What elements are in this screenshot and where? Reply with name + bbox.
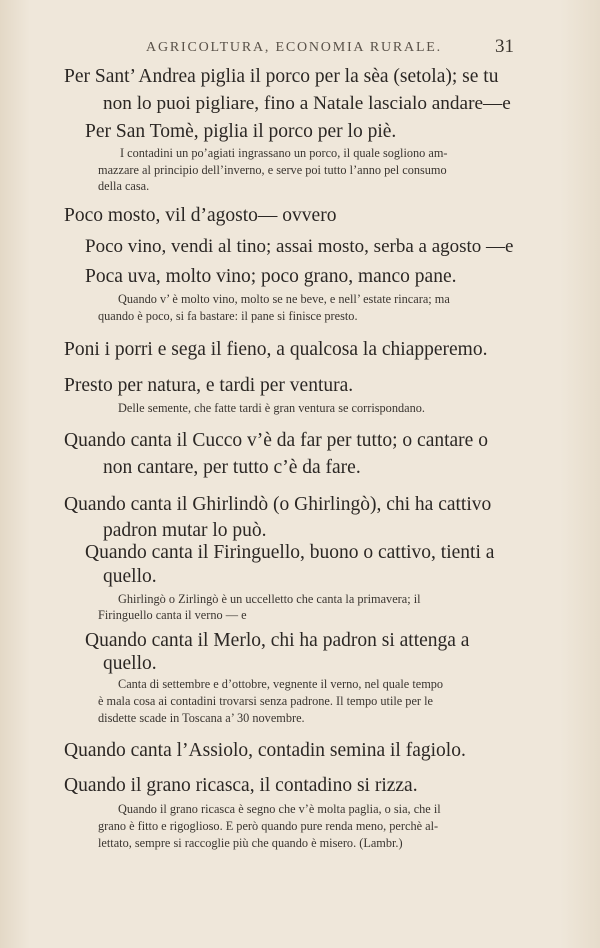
- commentary-line: Quando v’ è molto vino, molto se ne beve, e nell’ estate rincara; ma: [118, 292, 450, 306]
- proverb-line: Poco mosto, vil d’agosto— ovvero: [64, 205, 337, 226]
- proverb-line: Per Sant’ Andrea piglia il porco per la sèa (setola); se tu: [64, 66, 499, 87]
- proverb-line: Quando canta il Merlo, chi ha padron si attenga a: [85, 630, 470, 651]
- commentary-line: è mala cosa ai contadini trovarsi senza padrone. Il tempo utile per le: [98, 694, 433, 708]
- commentary-line: Quando il grano ricasca è segno che v’è molta paglia, o sia, che il: [118, 802, 441, 816]
- proverb-line: Quando canta il Cucco v’è da far per tutto; o cantare o: [64, 430, 488, 451]
- proverb-line: non cantare, per tutto c’è da fare.: [103, 457, 361, 478]
- commentary-line: grano è fitto e rigoglioso. E però quando pure renda meno, perchè al-: [98, 819, 439, 833]
- commentary-line: Canta di settembre e d’ottobre, vegnente il verno, nel quale tempo: [118, 677, 444, 691]
- commentary-line: quando è poco, si fa bastare: il pane si finisce presto.: [98, 309, 358, 323]
- proverb-line: Poca uva, molto vino; poco grano, manco pane.: [85, 266, 457, 287]
- proverb-line: Quando canta l’Assiolo, contadin semina il fagiolo.: [64, 740, 466, 761]
- commentary-line: disdette scade in Toscana a’ 30 novembre.: [98, 711, 305, 725]
- commentary-line: Delle semente, che fatte tardi è gran ventura se corrispondano.: [118, 401, 425, 415]
- commentary-line: Firinguello canta il verno — e: [98, 608, 247, 622]
- proverb-line: quello.: [103, 653, 157, 674]
- proverb-line: Quando canta il Ghirlindò (o Ghirlingò), chi ha cattivo: [64, 494, 492, 515]
- proverb-line: non lo puoi pigliare, fino a Natale lascialo andare—e: [103, 93, 511, 114]
- page-number: 31: [495, 36, 514, 57]
- commentary-line: Ghirlingò o Zirlingò è un uccelletto che canta la primavera; il: [118, 592, 421, 606]
- running-header: AGRICOLTURA, ECONOMIA RURALE.: [146, 40, 442, 55]
- proverb-line: Poni i porri e sega il fieno, a qualcosa la chiapperemo.: [64, 339, 488, 360]
- commentary-line: lettato, sempre si raccoglie più che quando è misero. (Lambr.): [98, 836, 403, 850]
- proverb-line: quello.: [103, 566, 157, 587]
- commentary-line: mazzare al principio dell’inverno, e serve poi tutto l’anno pel consumo: [98, 163, 447, 177]
- proverb-line: Poco vino, vendi al tino; assai mosto, serba a agosto —e: [85, 236, 514, 257]
- proverb-line: Quando il grano ricasca, il contadino si rizza.: [64, 775, 418, 796]
- proverb-line: Per San Tomè, piglia il porco per lo piè.: [85, 121, 397, 142]
- commentary-line: della casa.: [98, 179, 150, 193]
- commentary-line: I contadini un po’agiati ingrassano un porco, il quale sogliono am-: [120, 146, 448, 160]
- proverb-line: padron mutar lo può.: [103, 520, 267, 541]
- proverb-line: Presto per natura, e tardi per ventura.: [64, 375, 354, 396]
- proverb-line: Quando canta il Firinguello, buono o cattivo, tienti a: [85, 542, 495, 563]
